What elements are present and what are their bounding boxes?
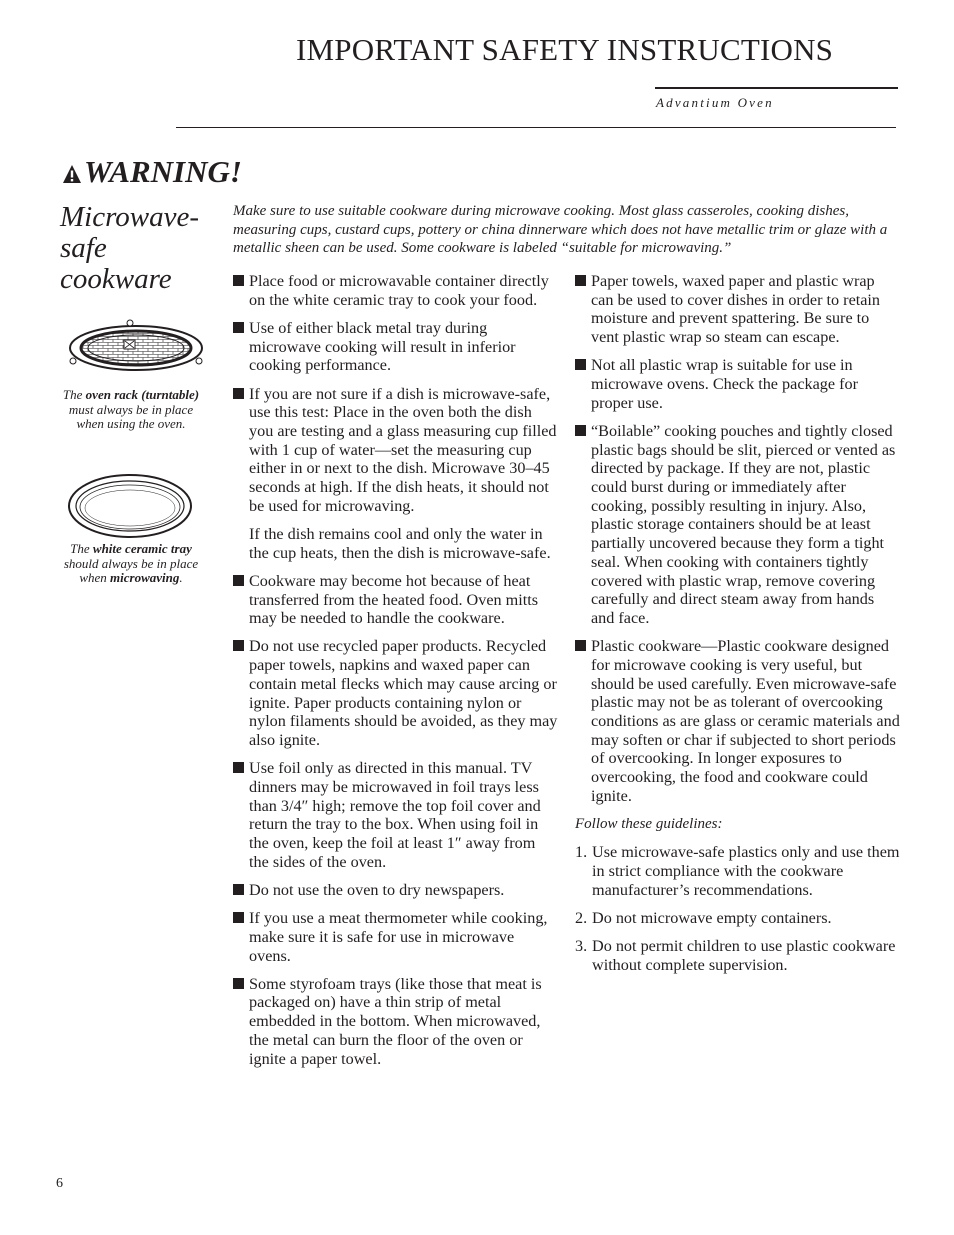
guideline-text: Do not microwave empty containers. <box>592 908 832 927</box>
caption-text: The <box>70 541 93 556</box>
guideline-item <box>575 843 900 899</box>
caption-text: The <box>62 387 86 402</box>
list-item: Paper towels, waxed paper and plastic wrap can be used to cover dishes in order to retain moisture and prevent spattering. Be sure to vent plastic wrap so steam can escape. <box>575 272 900 347</box>
guideline-item <box>575 909 900 928</box>
ceramic-tray-caption <box>56 542 206 586</box>
page-subtitle: Advantium Oven <box>656 95 774 110</box>
caption-emphasis: white ceramic tray <box>92 541 192 556</box>
list-item: Use foil only as directed in this manual. TV dinners may be microwaved in foil trays less than 3/4″ high; remove the top foil cover and return the tray to the box. When using foil in the oven, keep the foil at least 1″ away from the sides of the oven. <box>233 759 558 871</box>
list-item: Plastic cookware—Plastic cookware designed for microwave cooking is very useful, but should be used carefully. Even microwave-safe plastic may not be as tolerant of overcooking conditions as are glass or ceramic materials and may soften or char if subjected to short periods of overcooking. In longer exposures to overcooking, the food and cookware could ignite. <box>575 637 900 805</box>
oven-rack-caption <box>56 388 206 432</box>
section-heading: Microwave-safe cookware <box>60 201 200 295</box>
list-item-continuation: If the dish remains cool and only the water in the cup heats, then the dish is microwave-safe. <box>249 524 551 562</box>
caption-emphasis: oven rack (turntable) <box>85 387 200 402</box>
page-number: 6 <box>56 1176 63 1191</box>
list-item: “Boilable” cooking pouches and tightly closed plastic bags should be slit, pierced or vented as directed by package. If they are not, plastic could burst during or immediately after cooking, possibly resulting in injury. Also, plastic storage containers should be at least partially uncovered because they form a tight seal. When cooking with containers tightly covered with plastic wrap, remove covering carefully and direct steam away from hands and face. <box>575 422 900 628</box>
caption-emphasis: microwaving <box>110 570 180 585</box>
page-title: IMPORTANT SAFETY INSTRUCTIONS <box>296 32 834 67</box>
right-column <box>575 272 900 984</box>
list-item: Place food or microwavable container directly on the white ceramic tray to cook your food. <box>233 272 558 309</box>
white-ceramic-tray-illustration <box>66 472 194 540</box>
list-item: Do not use recycled paper products. Recycled paper towels, napkins and waxed paper can contain metal flecks which may cause arcing or ignite. Paper products containing nylon or nylon filaments should be avoided, as they may also ignite. <box>233 637 558 749</box>
list-item: If you are not sure if a dish is microwave-safe, use this test: Place in the oven both the dish you are testing and a glass measuring cup filled with 1 cup of water—set the measuring cup either in or next to the dish. Microwave 30–45 seconds at high. If the dish heats, it should not be used for microwaving. <box>233 385 558 516</box>
list-item: Some styrofoam trays (like those that meat is packaged on) have a thin strip of metal embedded in the bottom. When microwaved, the metal can burn the floor of the oven or ignite a paper towel. <box>233 975 558 1069</box>
warning-heading <box>62 152 242 192</box>
intro-paragraph: Make sure to use suitable cookware during microwave cooking. Most glass casseroles, cooking dishes, measuring cups, custard cups, pottery or china dinnerware which does not have metallic trim or glaze with a metallic sheen can be used. Some cookware is labeled “suitable for microwaving.” <box>233 203 888 256</box>
list-item: Cookware may become hot because of heat transferred from the heated food. Oven mitts may be needed to handle the cookware. <box>233 572 558 628</box>
list-item: Do not use the oven to dry newspapers. <box>233 881 558 900</box>
guideline-number: 2. <box>575 908 588 927</box>
guidelines-intro: Follow these guidelines: <box>575 815 723 832</box>
caption-text: should always be in place when <box>63 555 199 585</box>
list-item: If you use a meat thermometer while cooking, make sure it is safe for use in microwave ovens. <box>233 909 558 965</box>
guideline-number: 1. <box>575 843 588 862</box>
left-column <box>233 272 558 1078</box>
header-rule-bottom <box>176 127 896 128</box>
warning-label: WARNING! <box>84 154 242 189</box>
guideline-number: 3. <box>575 937 588 955</box>
guideline-text: Do not permit children to use plastic cookware without complete supervision. <box>592 937 896 974</box>
oven-rack-turntable-illustration <box>66 318 206 374</box>
header-rule-top <box>655 87 898 89</box>
list-item: Use of either black metal tray during microwave cooking will result in inferior cooking performance. <box>233 319 558 375</box>
guideline-text: Use microwave-safe plastics only and use them in strict compliance with the cookware manufacturer’s recommendations. <box>592 843 900 899</box>
caption-text: . <box>179 570 183 585</box>
warning-triangle-icon <box>62 164 82 184</box>
guideline-item <box>575 937 900 974</box>
caption-text: must always be in place when using the oven. <box>68 401 194 431</box>
list-item: Not all plastic wrap is suitable for use in microwave ovens. Check the package for proper use. <box>575 356 900 412</box>
